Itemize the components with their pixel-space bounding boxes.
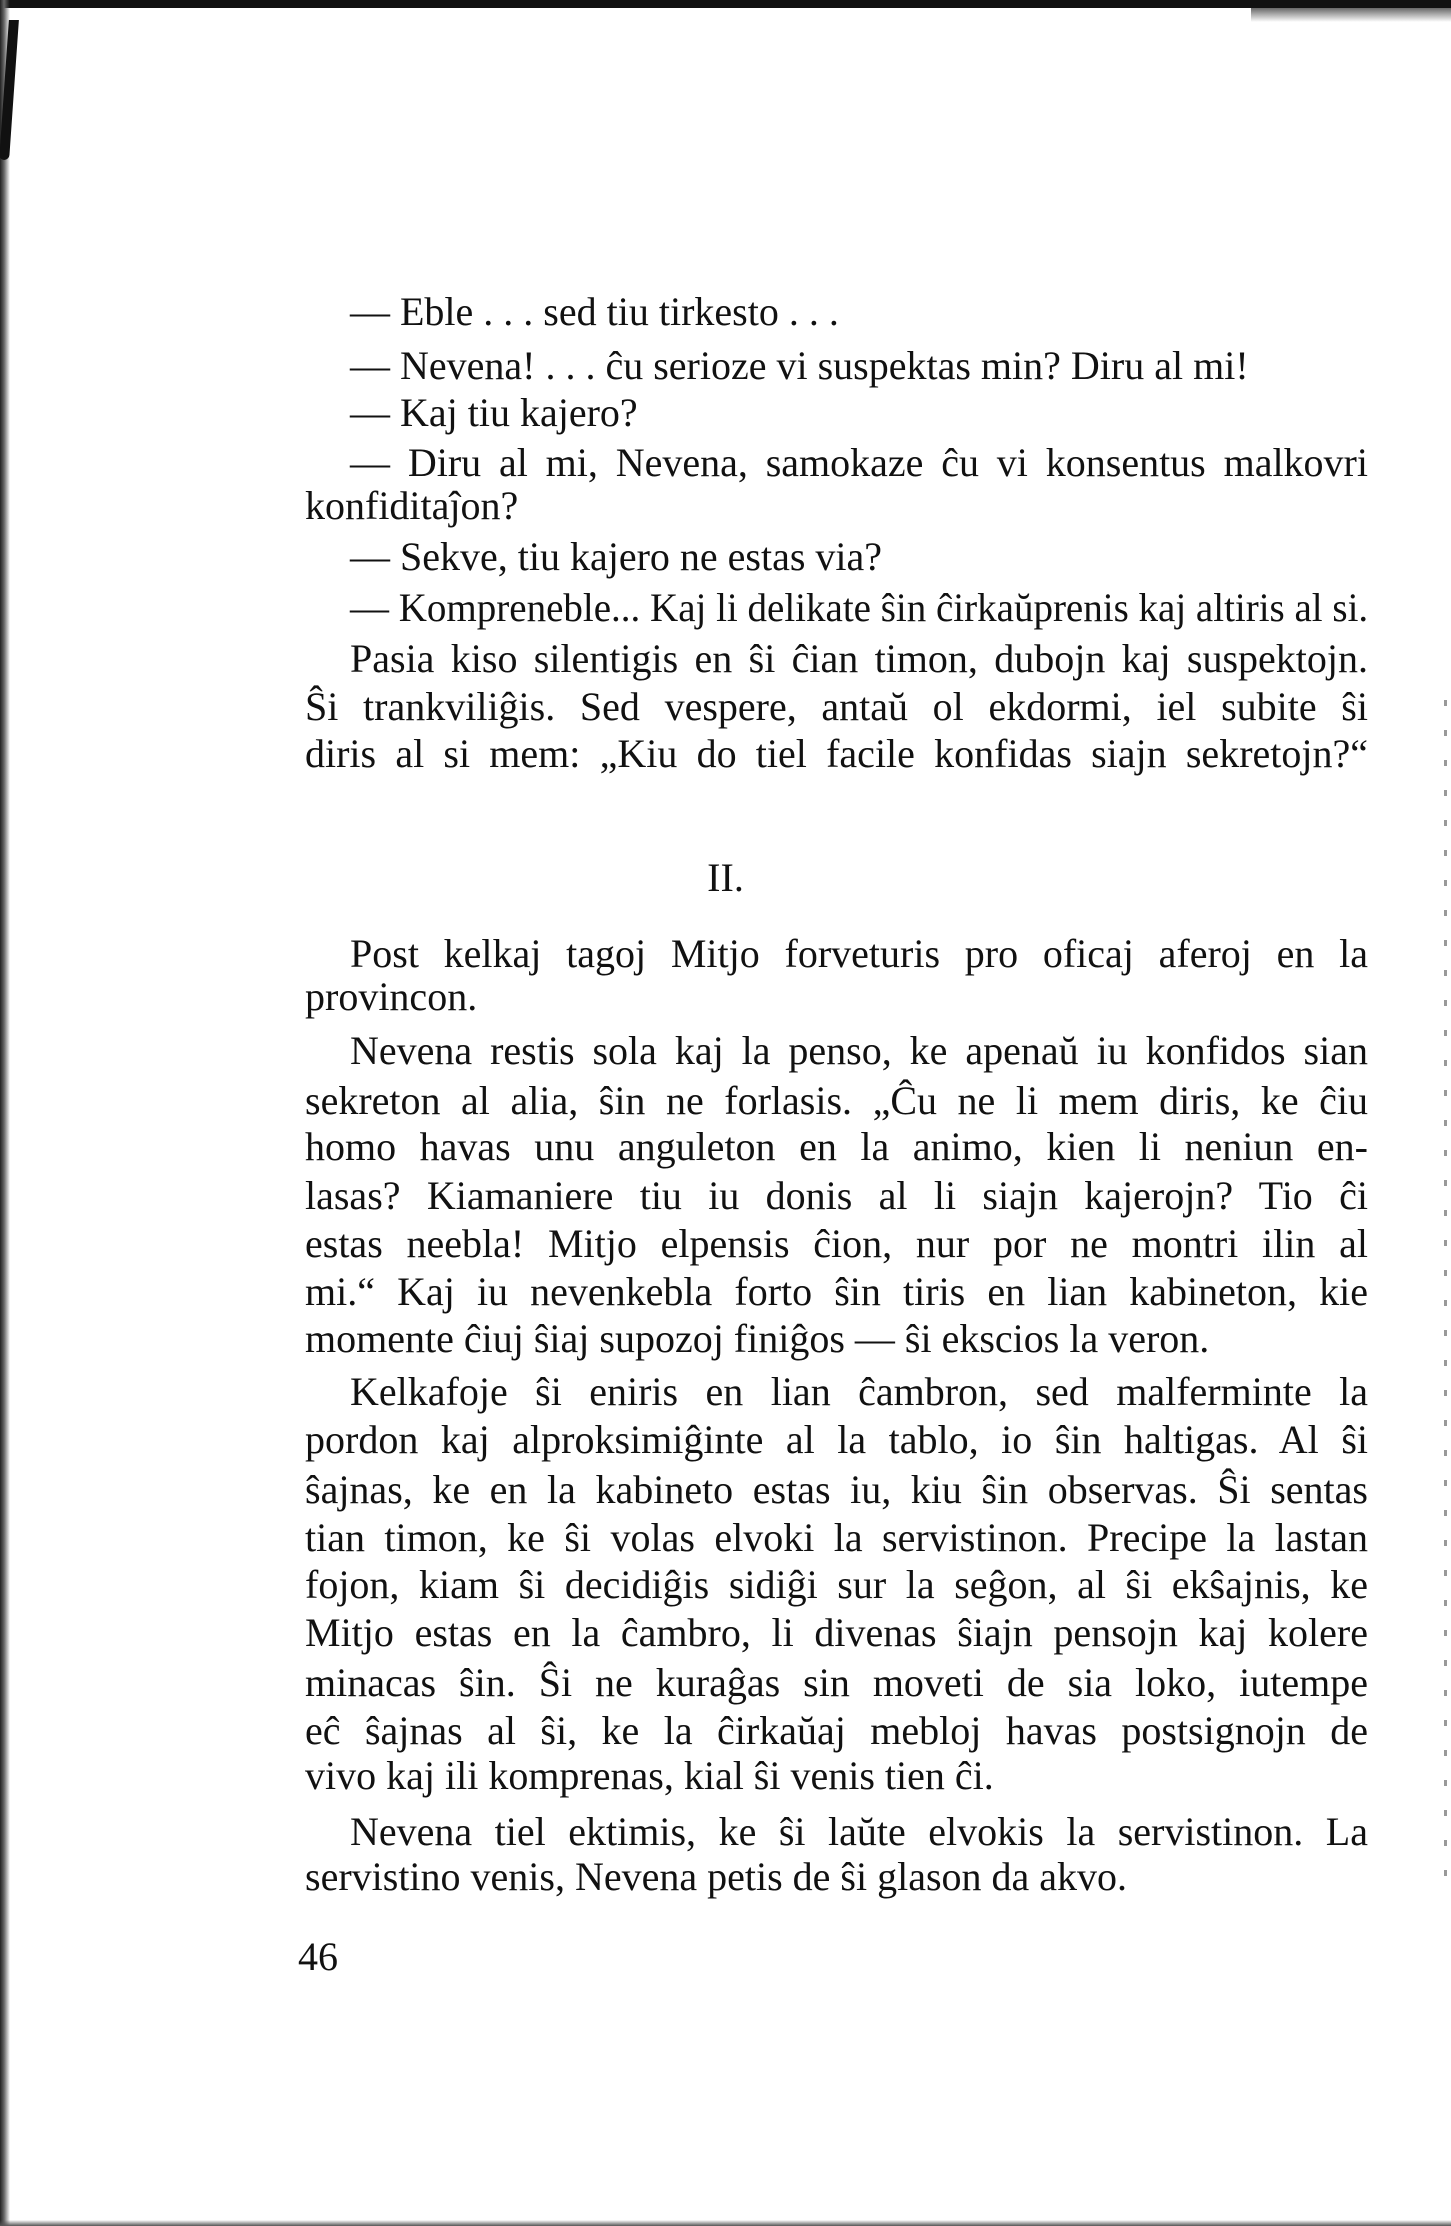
text-line: homo havas unu anguleton en la animo, kien li neniun en-	[305, 1124, 1368, 1169]
text-line: — Diru al mi, Nevena, samokaze ĉu vi konsentus malkovri	[350, 440, 1368, 485]
text-line: mi.“ Kaj iu nevenkebla forto ŝin tiris en lian kabineton, kie	[305, 1269, 1368, 1314]
text-line: ŝajnas, ke en la kabineto estas iu, kiu ŝin observas. Ŝi sentas	[305, 1467, 1368, 1512]
scan-top-edge	[0, 0, 1451, 8]
text-line: estas neebla! Mitjo elpensis ĉion, nur por ne montri ilin al	[305, 1221, 1368, 1266]
text-line: lasas? Kiamaniere tiu iu donis al li siajn kajerojn? Tio ĉi	[305, 1173, 1368, 1218]
text-line: Ŝi trankviliĝis. Sed vespere, antaŭ ol ekdormi, iel subite ŝi	[305, 684, 1368, 729]
text-line: — Eble . . . sed tiu tirkesto . . .	[350, 289, 839, 334]
scan-left-edge	[0, 0, 10, 2226]
text-line: Kelkafoje ŝi eniris en lian ĉambron, sed malferminte la	[350, 1369, 1368, 1414]
text-line: — Kaj tiu kajero?	[350, 390, 638, 435]
scan-bottom-edge	[0, 2220, 1451, 2226]
text-line: Pasia kiso silentigis en ŝi ĉian timon, dubojn kaj suspektojn.	[350, 636, 1368, 681]
text-line: servistino venis, Nevena petis de ŝi glason da akvo.	[305, 1854, 1128, 1899]
text-line: eĉ ŝajnas al ŝi, ke la ĉirkaŭaj mebloj havas postsignojn de	[305, 1708, 1368, 1753]
page-number: 46	[298, 1934, 338, 1979]
text-line: — Nevena! . . . ĉu serioze vi suspektas min? Diru al mi!	[350, 343, 1249, 388]
text-line: — Kompreneble... Kaj li delikate ŝin ĉirkaŭprenis kaj altiris al si.	[350, 585, 1369, 630]
text-line: provincon.	[305, 974, 478, 1019]
text-line: Mitjo estas en la ĉambro, li divenas ŝiajn pensojn kaj kolere	[305, 1610, 1368, 1655]
text-line: Post kelkaj tagoj Mitjo forveturis pro oficaj aferoj en la	[350, 931, 1368, 976]
text-line: tian timon, ke ŝi volas elvoki la servistinon. Precipe la lastan	[305, 1515, 1368, 1560]
text-line: minacas ŝin. Ŝi ne kuraĝas sin moveti de sia loko, iutempe	[305, 1660, 1368, 1705]
text-line: Nevena tiel ektimis, ke ŝi laŭte elvokis la servistinon. La	[350, 1809, 1368, 1854]
text-line: konfiditaĵon?	[305, 483, 519, 528]
text-line: sekreton al alia, ŝin ne forlasis. „Ĉu ne li mem diris, ke ĉiu	[305, 1078, 1368, 1123]
text-line: Nevena restis sola kaj la penso, ke apenaŭ iu konfidos sian	[350, 1028, 1368, 1073]
text-line: fojon, kiam ŝi decidiĝis sidiĝi sur la seĝon, al ŝi ekŝajnis, ke	[305, 1562, 1368, 1607]
text-line: pordon kaj alproksimiĝinte al la tablo, io ŝin haltigas. Al ŝi	[305, 1417, 1368, 1462]
text-line: vivo kaj ili komprenas, kial ŝi venis tien ĉi.	[305, 1753, 994, 1798]
chapter-heading: II.	[707, 855, 744, 900]
text-line: diris al si mem: „Kiu do tiel facile konfidas siajn sekretojn?“	[305, 731, 1368, 776]
text-line: momente ĉiuj ŝiaj supozoj finiĝos — ŝi ekscios la veron.	[305, 1316, 1210, 1361]
text-line: — Sekve, tiu kajero ne estas via?	[350, 534, 883, 579]
